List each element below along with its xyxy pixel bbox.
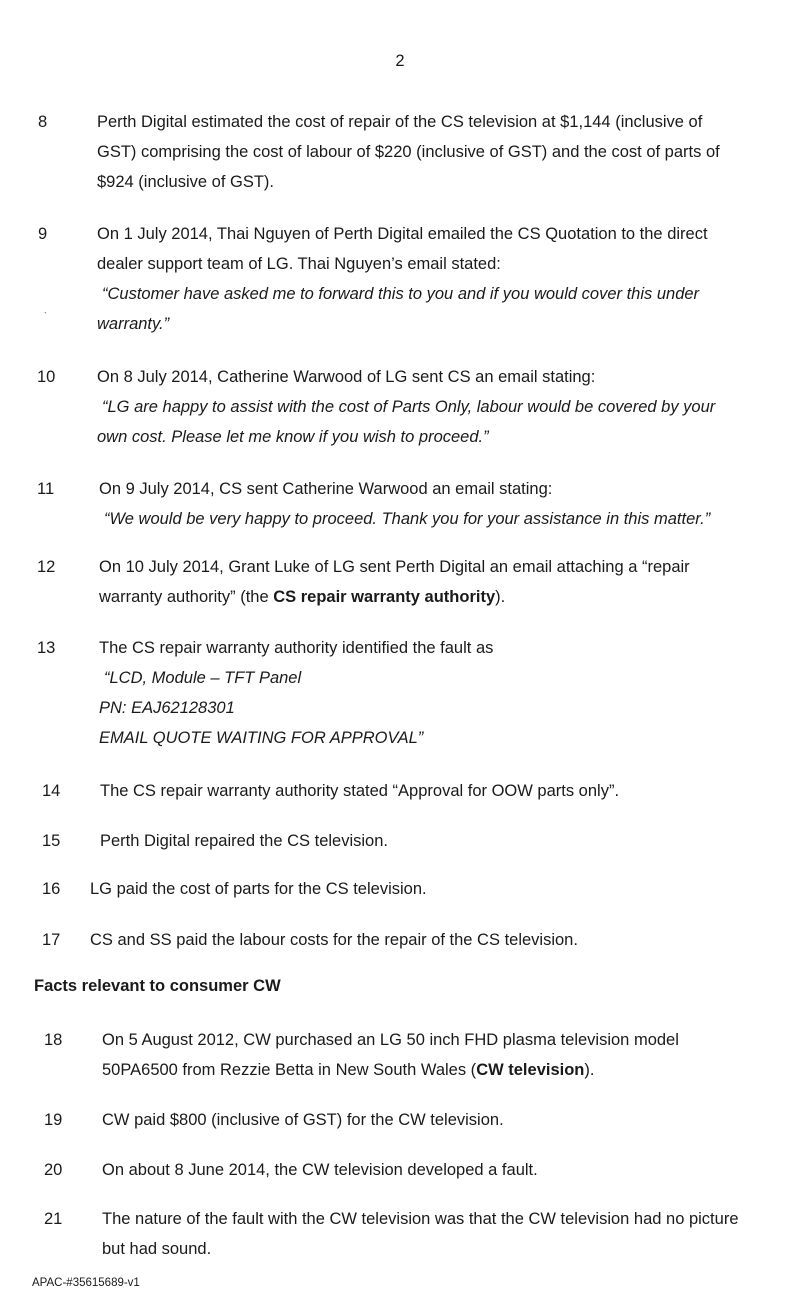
- text-line: On 8 July 2014, Catherine Warwood of LG sent CS an email stating:: [97, 368, 596, 386]
- text-line: $924 (inclusive of GST).: [97, 173, 274, 191]
- paragraph-number: 18: [44, 1031, 63, 1049]
- quoted-text-line: “Customer have asked me to forward this to you and if you would cover this under: [102, 285, 700, 303]
- paragraph-number: 11: [37, 480, 55, 498]
- document-footer: APAC-#35615689-v1: [32, 1277, 140, 1289]
- paragraph-text: [102, 1025, 792, 1085]
- paragraph-text: [102, 1105, 792, 1135]
- quoted-text-line: own cost. Please let me know if you wish to proceed.”: [97, 428, 489, 446]
- text-line: CS and SS paid the labour costs for the repair of the CS television.: [90, 931, 578, 949]
- text-line: On 10 July 2014, Grant Luke of LG sent Perth Digital an email attaching a “repair: [99, 558, 690, 576]
- paragraph-text: [90, 874, 780, 904]
- paragraph-number: 9: [38, 225, 48, 243]
- text-line: The CS repair warranty authority stated “Approval for OOW parts only”.: [100, 782, 620, 800]
- paragraph-number: 19: [44, 1111, 63, 1129]
- paragraph-number: 13: [37, 639, 56, 657]
- paragraph-text: [100, 776, 790, 806]
- paragraph-text: [99, 633, 789, 753]
- text-line: On about 8 June 2014, the CW television developed a fault.: [102, 1161, 538, 1179]
- text-run: 50PA6500 from Rezzie Betta in New South Wales (: [102, 1061, 477, 1079]
- text-line: On 1 July 2014, Thai Nguyen of Perth Digital emailed the CS Quotation to the direct: [97, 225, 708, 243]
- text-line: [102, 1055, 792, 1085]
- text-line: Perth Digital estimated the cost of repair of the CS television at $1,144 (inclusive of: [97, 113, 703, 131]
- text-line: The nature of the fault with the CW television was that the CW television had no picture: [102, 1210, 739, 1228]
- text-line: dealer support team of LG. Thai Nguyen’s email stated:: [97, 255, 501, 273]
- paragraph-number: 8: [38, 113, 48, 131]
- quoted-text-line: “LG are happy to assist with the cost of Parts Only, labour would be covered by your: [102, 398, 716, 416]
- text-run: ).: [584, 1061, 595, 1079]
- paragraph-number: 10: [37, 368, 56, 386]
- paragraph-text: [99, 552, 789, 612]
- paragraph-number: 14: [42, 782, 61, 800]
- paragraph-text: [102, 1155, 792, 1185]
- text-line: On 5 August 2012, CW purchased an LG 50 inch FHD plasma television model: [102, 1031, 679, 1049]
- paragraph-text: [99, 474, 789, 534]
- defined-term: CS repair warranty authority: [273, 588, 496, 606]
- paragraph-number: 20: [44, 1161, 63, 1179]
- text-run: warranty authority” (the: [99, 588, 274, 606]
- text-line: [99, 582, 789, 612]
- paragraph-number: 21: [44, 1210, 63, 1228]
- paragraph-text: [97, 362, 787, 452]
- paragraph-number: 17: [42, 931, 61, 949]
- section-heading: Facts relevant to consumer CW: [34, 977, 281, 995]
- paragraph-number: 16: [42, 880, 61, 898]
- quoted-text-line: EMAIL QUOTE WAITING FOR APPROVAL”: [99, 729, 424, 747]
- paragraph-text: [97, 219, 787, 339]
- quoted-text-line: warranty.”: [97, 315, 170, 333]
- paragraph-text: [90, 925, 780, 955]
- text-run: ).: [495, 588, 506, 606]
- paragraph-number: 12: [37, 558, 56, 576]
- text-line: CW paid $800 (inclusive of GST) for the CW television.: [102, 1111, 504, 1129]
- text-line: On 9 July 2014, CS sent Catherine Warwood an email stating:: [99, 480, 553, 498]
- text-line: but had sound.: [102, 1240, 212, 1258]
- paragraph-text: [102, 1204, 792, 1264]
- defined-term: CW television: [476, 1061, 585, 1079]
- text-line: The CS repair warranty authority identified the fault as: [99, 639, 494, 657]
- paragraph-number: 15: [42, 832, 61, 850]
- text-line: LG paid the cost of parts for the CS television.: [90, 880, 427, 898]
- margin-mark: `: [44, 311, 47, 321]
- page-number: 2: [395, 52, 405, 70]
- quoted-text-line: PN: EAJ62128301: [99, 699, 235, 717]
- text-line: GST) comprising the cost of labour of $220 (inclusive of GST) and the cost of parts of: [97, 143, 720, 161]
- text-line: Perth Digital repaired the CS television.: [100, 832, 388, 850]
- paragraph-text: [97, 107, 787, 197]
- paragraph-text: [100, 826, 790, 856]
- quoted-text-line: “We would be very happy to proceed. Thank you for your assistance in this matter.”: [104, 510, 711, 528]
- quoted-text-line: “LCD, Module – TFT Panel: [104, 669, 302, 687]
